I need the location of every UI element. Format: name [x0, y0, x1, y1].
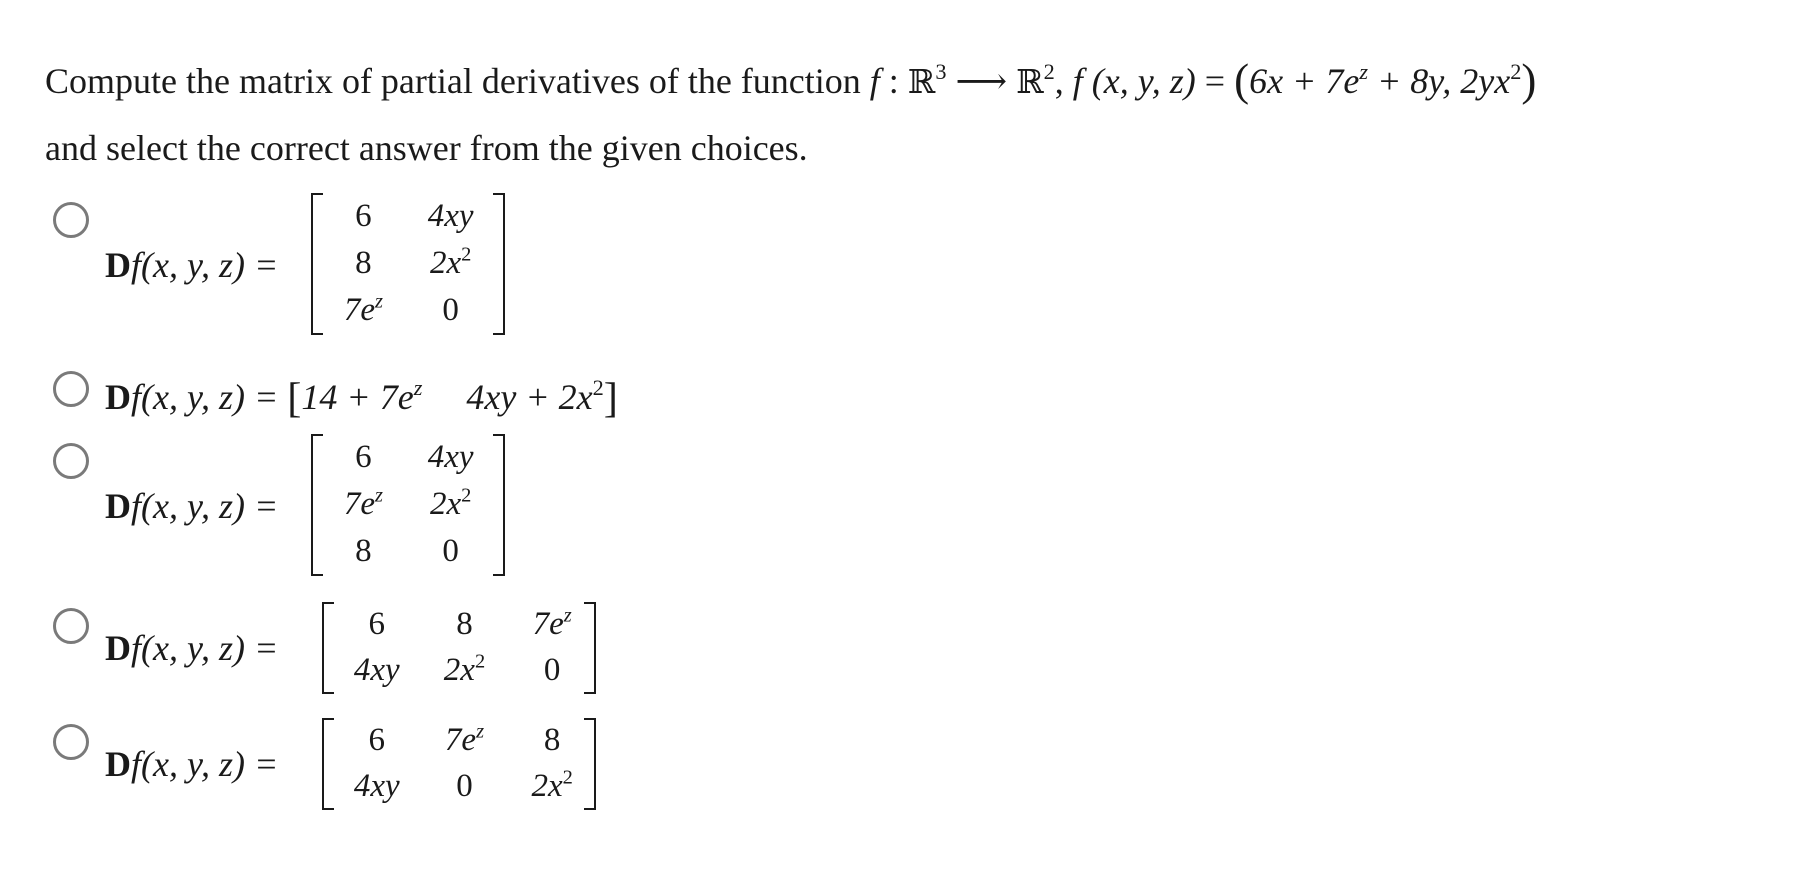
matrix-cell: 6 — [355, 197, 372, 234]
choice-4-radio[interactable] — [53, 608, 89, 644]
matrix-cell: 0 — [442, 533, 459, 570]
question-line-1: Compute the matrix of partial derivatives of the function f : ℝ$^3$ ⟶ ℝ$^2$, f (x, y, $z) = (6x + 7e^z + 8y$, $2yx^2$) — [45, 55, 1537, 105]
matrix-cell: 8 — [355, 245, 372, 281]
matrix-cell: $7e^z$ — [343, 484, 383, 522]
choice-4-lhs: Df(x, y, z) = — [105, 628, 279, 668]
matrix-cell: $2x^2$ — [443, 650, 486, 688]
matrix-cell: 4xy — [353, 768, 400, 804]
matrix-cell: 0 — [456, 768, 473, 804]
choice-3-lhs: Df(x, y, z) = — [105, 486, 279, 526]
question-line-2: and select the correct answer from the given choices. — [45, 128, 808, 168]
matrix-cell: 6 — [368, 606, 386, 642]
choice-5-lhs: Df(x, y, z) = — [105, 744, 279, 784]
choice-3-matrix — [311, 434, 505, 576]
matrix-cell: $2x^2$ — [429, 243, 472, 281]
choice-2-radio[interactable] — [53, 371, 89, 407]
choice-5-radio[interactable] — [53, 724, 89, 760]
matrix-cell: $7e^z$ — [444, 720, 485, 758]
matrix-cell: 6 — [355, 438, 372, 475]
matrix-cell: $7e^z$ — [532, 604, 572, 642]
matrix-cell: $7e^z$ — [343, 290, 383, 329]
matrix-cell: 4xy — [353, 652, 400, 688]
matrix-cell: 6 — [368, 722, 386, 758]
matrix-cell: 8 — [355, 533, 372, 570]
choice-3-radio[interactable] — [53, 443, 89, 479]
matrix-cell: 0 — [442, 292, 459, 329]
choice-1-matrix — [311, 193, 505, 335]
matrix-cell: $2x^2$ — [531, 766, 573, 804]
choice-5-matrix — [322, 718, 596, 810]
matrix-cell: 4xy — [427, 197, 474, 234]
matrix-cell: 8 — [456, 606, 473, 642]
matrix-cell: 8 — [543, 722, 561, 758]
choice-1-radio[interactable] — [53, 202, 89, 238]
matrix-cell: 0 — [543, 652, 561, 688]
matrix-cell: 4xy — [427, 438, 474, 475]
matrix-cell: $2x^2$ — [429, 484, 472, 522]
choice-2-lhs-and-row-matrix: Df(x, y, $z) = [14 + 7e^z$ $4xy + 2x^2$] — [105, 375, 618, 422]
choice-4-matrix — [322, 602, 596, 694]
choice-1-lhs: Df(x, y, z) = — [105, 245, 279, 285]
